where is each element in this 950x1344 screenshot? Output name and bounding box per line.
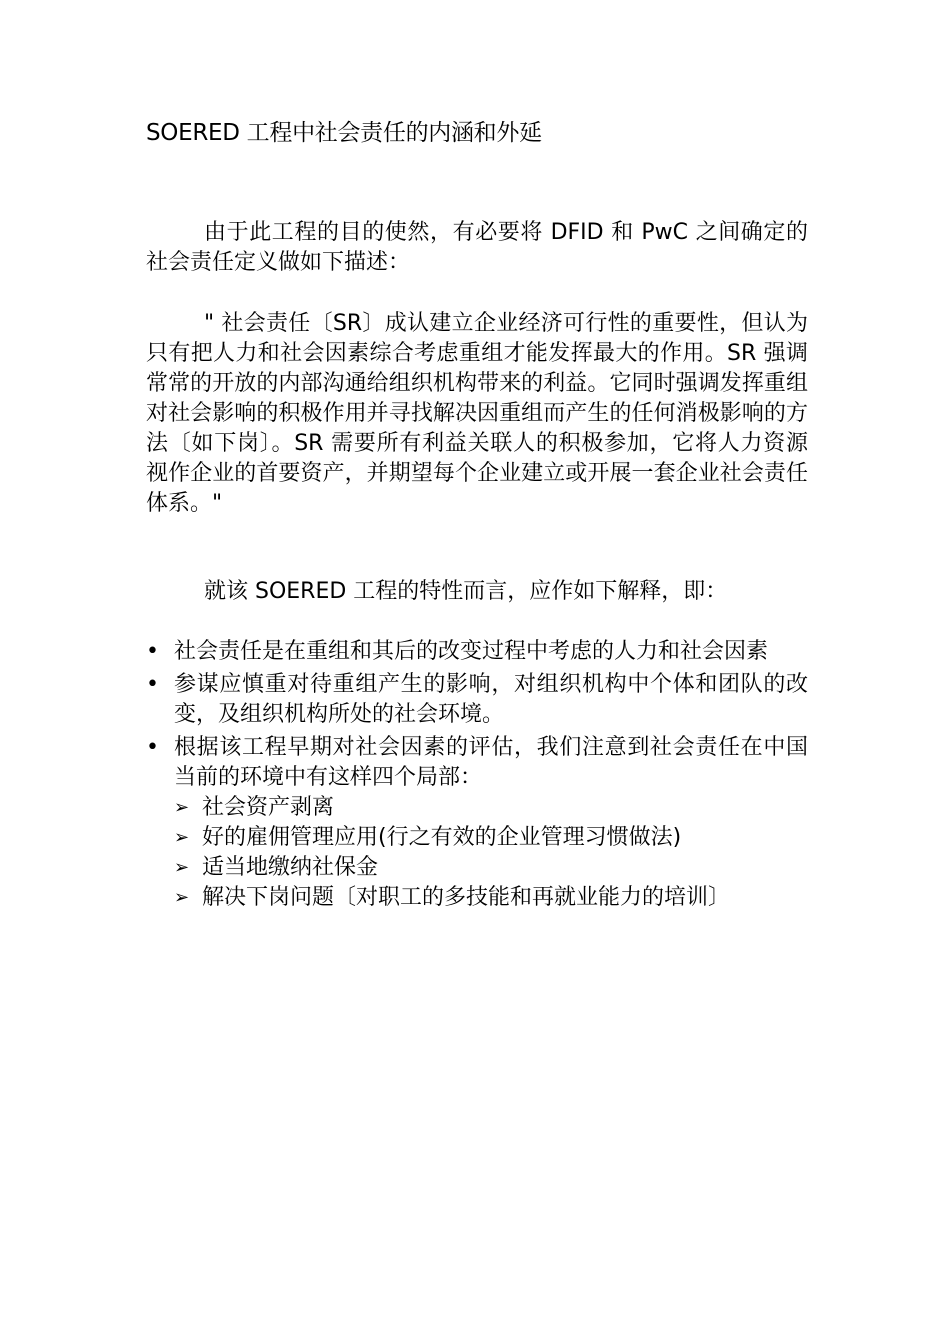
sub-list-item bbox=[174, 853, 808, 883]
sub-list-item bbox=[174, 823, 808, 853]
sub-list-item-text: 适当地缴纳社保金 bbox=[202, 855, 379, 880]
bullet-dot-icon: • bbox=[146, 672, 159, 697]
sub-list-item-text: 社会资产剥离 bbox=[202, 795, 335, 820]
bullet-item-text: 参谋应慎重对待重组产生的影响，对组织机构中个体和团队的改变，及组织机构所处的社会环境。 bbox=[174, 672, 808, 727]
bullet-item bbox=[146, 637, 808, 667]
arrow-right-icon: ➢ bbox=[174, 887, 190, 908]
arrow-right-icon: ➢ bbox=[174, 797, 190, 818]
bullet-dot-icon: • bbox=[146, 735, 159, 760]
document-title: SOERED 工程中社会责任的内涵和外延 bbox=[146, 120, 542, 146]
sub-list-item bbox=[174, 883, 808, 913]
arrow-right-icon: ➢ bbox=[174, 827, 190, 848]
sub-list-item-text: 解决下岗问题〔对职工的多技能和再就业能力的培训〕 bbox=[202, 885, 731, 910]
intro-paragraph: 由于此工程的目的使然，有必要将 DFID 和 PwC 之间确定的社会责任定义做如下描述： bbox=[146, 220, 808, 275]
sub-list-item-text: 好的雇佣管理应用(行之有效的企业管理习惯做法) bbox=[202, 825, 682, 850]
bullet-item-text: 根据该工程早期对社会因素的评估，我们注意到社会责任在中国当前的环境中有这样四个局部： bbox=[174, 735, 808, 790]
arrow-right-icon: ➢ bbox=[174, 857, 190, 878]
explanation-lead-paragraph: 就该 SOERED 工程的特性而言，应作如下解释，即： bbox=[204, 579, 728, 604]
sub-list-item bbox=[174, 793, 808, 823]
social-responsibility-parts-list bbox=[174, 793, 808, 913]
bullet-item bbox=[146, 670, 808, 730]
explanation-bullet-list bbox=[146, 637, 808, 916]
bullet-dot-icon: • bbox=[146, 639, 159, 664]
bullet-item-text: 社会责任是在重组和其后的改变过程中考虑的人力和社会因素 bbox=[174, 639, 769, 664]
definition-quote-paragraph: " 社会责任〔SR〕成认建立企业经济可行性的重要性，但认为只有把人力和社会因素综合考虑重组才能发挥最大的作用。SR 强调常常的开放的内部沟通给组织机构带来的利益。它同时强调发挥重组对社会影响的积极作用并寻找解决因重组而产生的任何消极影响的方法〔如下岗〕。SR 需要所有利益关联人的积极参加，它将人力资源视作企业的首要资产，并期望每个企业建立或开展一套企业社会责任体系。" bbox=[146, 311, 808, 516]
bullet-item bbox=[146, 733, 808, 913]
